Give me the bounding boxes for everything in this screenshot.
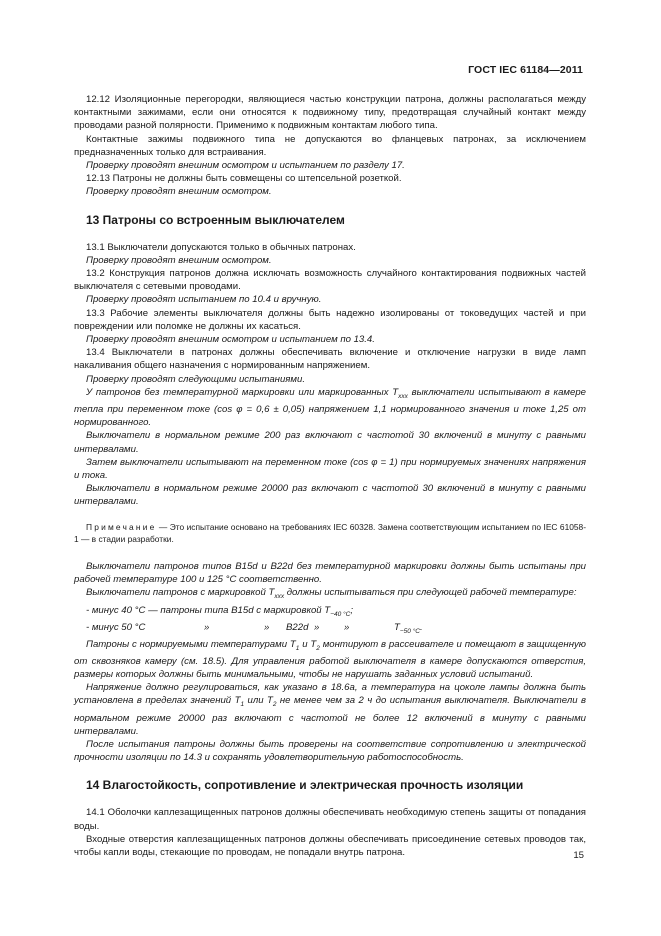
- check-note: Проверку проводят внешним осмотром и испытанием по 13.4.: [86, 334, 375, 346]
- subscript: −50 °С: [399, 627, 421, 635]
- text: и T: [299, 638, 317, 650]
- text: T: [394, 621, 400, 633]
- note-text: — Это испытание основано на требованиях IEC 60328. Замена соответствующим испытанием по IEC 61058-1 — в стадии разработки.: [74, 521, 586, 544]
- subscript: xxx: [274, 593, 285, 601]
- check-note: Проверку проводят испытанием по 10.4 и вручную.: [86, 294, 322, 306]
- note: [74, 521, 586, 545]
- paragraph-13-4: 13.4 Выключатели в патронах должны обеспечивать включение и отключение нагрузки в виде ламп накаливания общего назначения с нормированным напряжением.: [74, 347, 586, 372]
- check-note: Проверку проводят внешним осмотром.: [86, 254, 272, 266]
- text: .: [420, 621, 423, 633]
- page-number: 15: [573, 850, 584, 861]
- subscript: 1: [295, 644, 300, 652]
- text: выключатели испытывают в камере тепла при переменном токе (cos φ = 0,6 ± 0,05) напряжением 1,1 нормированного значения и токе 1,25 от нормированного.: [74, 386, 587, 429]
- text: Напряжение должно регулироваться, как указано в 18.6а, а температура на цоколе лампы должна быть установлена в пределах значений T: [74, 682, 586, 707]
- list-item: [74, 621, 586, 638]
- paragraph: [74, 386, 586, 430]
- paragraph-12-12: 12.12 Изоляционные перегородки, являющиеся частью конструкции патрона, должны располагаться между контактными зажимами, если они относятся к подвижному типу, предотвращая случайный контакт между проводами разной полярности. Применимо к подвижным контактам любого типа.: [74, 94, 586, 132]
- section-14-heading: 14 Влагостойкость, сопротивление и электрическая прочность изоляции: [86, 778, 524, 793]
- subscript: −40 °С: [330, 610, 351, 618]
- ditto-mark: »: [264, 621, 270, 633]
- text: - минус 40 °С — патроны типа B15d с маркировкой T: [86, 604, 331, 616]
- paragraph-14-1: 14.1 Оболочки каплезащищенных патронов должны обеспечивать необходимую степень защиты от попадания воды.: [74, 807, 586, 832]
- paragraph: [74, 586, 586, 603]
- paragraph: Контактные зажимы подвижного типа не допускаются во фланцевых патронах, за исключением предназначенных только для встраивания.: [74, 133, 586, 158]
- text: - минус 50 °С: [86, 621, 146, 633]
- subscript: 1: [240, 701, 245, 709]
- ditto-mark: »: [314, 621, 320, 633]
- text: ;: [350, 604, 353, 616]
- paragraph-12-13: 12.13 Патроны не должны быть совмещены со штепсельной розеткой.: [86, 173, 402, 185]
- page-content: [74, 93, 586, 859]
- paragraph-13-3: 13.3 Рабочие элементы выключателя должны быть надежно изолированы от токоведущих частей и при повреждении или поломке не должны их касаться.: [74, 307, 586, 332]
- ditto-mark: »: [344, 621, 350, 633]
- text: Патроны с нормируемыми температурами T: [86, 638, 296, 650]
- check-note: Проверку проводят внешним осмотром и испытанием по разделу 17.: [86, 160, 405, 172]
- text: не менее чем за 2 ч до испытания выключателя. Выключатели в нормальном режиме 20000 раз включают с частотой не более 12 включений в минуту с равными интервалами.: [74, 695, 586, 737]
- paragraph: Входные отверстия каплезащищенных патронов должны обеспечивать присоединение сетевых проводов так, чтобы капли воды, стекающие по проводам, не попадали внутрь патрона.: [74, 833, 586, 858]
- text: или T: [244, 695, 273, 707]
- paragraph: [74, 638, 586, 682]
- subscript: xxx: [398, 392, 408, 400]
- text: Выключатели патронов с маркировкой T: [86, 587, 275, 599]
- text: B22d: [286, 621, 309, 633]
- note-label: Примечание: [86, 521, 157, 532]
- subscript: 2: [272, 701, 277, 709]
- paragraph: Выключатели в нормальном режиме 200 раз включают с частотой 30 включений в минуту с равными интервалами.: [74, 430, 586, 455]
- check-note: Проверку проводят внешним осмотром.: [86, 186, 272, 198]
- paragraph-13-1: 13.1 Выключатели допускаются только в обычных патронах.: [86, 241, 356, 253]
- text: У патронов без температурной маркировки или маркированных T: [86, 386, 399, 398]
- check-note: Проверку проводят следующими испытаниями.: [86, 373, 305, 385]
- section-13-heading: 13 Патроны со встроенным выключателем: [86, 212, 345, 227]
- list-item: [74, 604, 586, 621]
- standard-header: ГОСТ IEC 61184—2011: [468, 64, 583, 76]
- subscript: 2: [316, 644, 320, 652]
- paragraph: Выключатели патронов типов B15d и B22d без температурной маркировки должны быть испытаны при рабочей температуре 100 и 125 °С соответственно.: [74, 561, 586, 586]
- paragraph: Затем выключатели испытывают на переменном токе (cos φ = 1) при нормируемых значениях напряжения и тока.: [74, 456, 586, 481]
- paragraph: [74, 681, 586, 738]
- ditto-mark: »: [204, 621, 210, 633]
- text: должны испытываться при следующей рабочей температуре:: [284, 587, 577, 599]
- paragraph: После испытания патроны должны быть проверены на соответствие сопротивлению и электрической прочности изоляции по 14.3 и сохранять удовлетворительную работоспособность.: [74, 738, 586, 764]
- paragraph-13-2: 13.2 Конструкция патронов должна исключать возможность случайного контактирования подвижных частей выключателя с сетевыми проводами.: [74, 268, 586, 293]
- paragraph: Выключатели в нормальном режиме 20000 раз включают с частотой 30 включений в минуту с равными интервалами.: [74, 483, 586, 508]
- text: монтируют в рассеивателе и помещают в защищенную от сквозняков камеру (см. 18.5). Для управления работой выключателя в камере допускаются отверстия, размеры которых должны быть минимальными, чтобы не нарушать заданных условий испытаний.: [74, 638, 586, 681]
